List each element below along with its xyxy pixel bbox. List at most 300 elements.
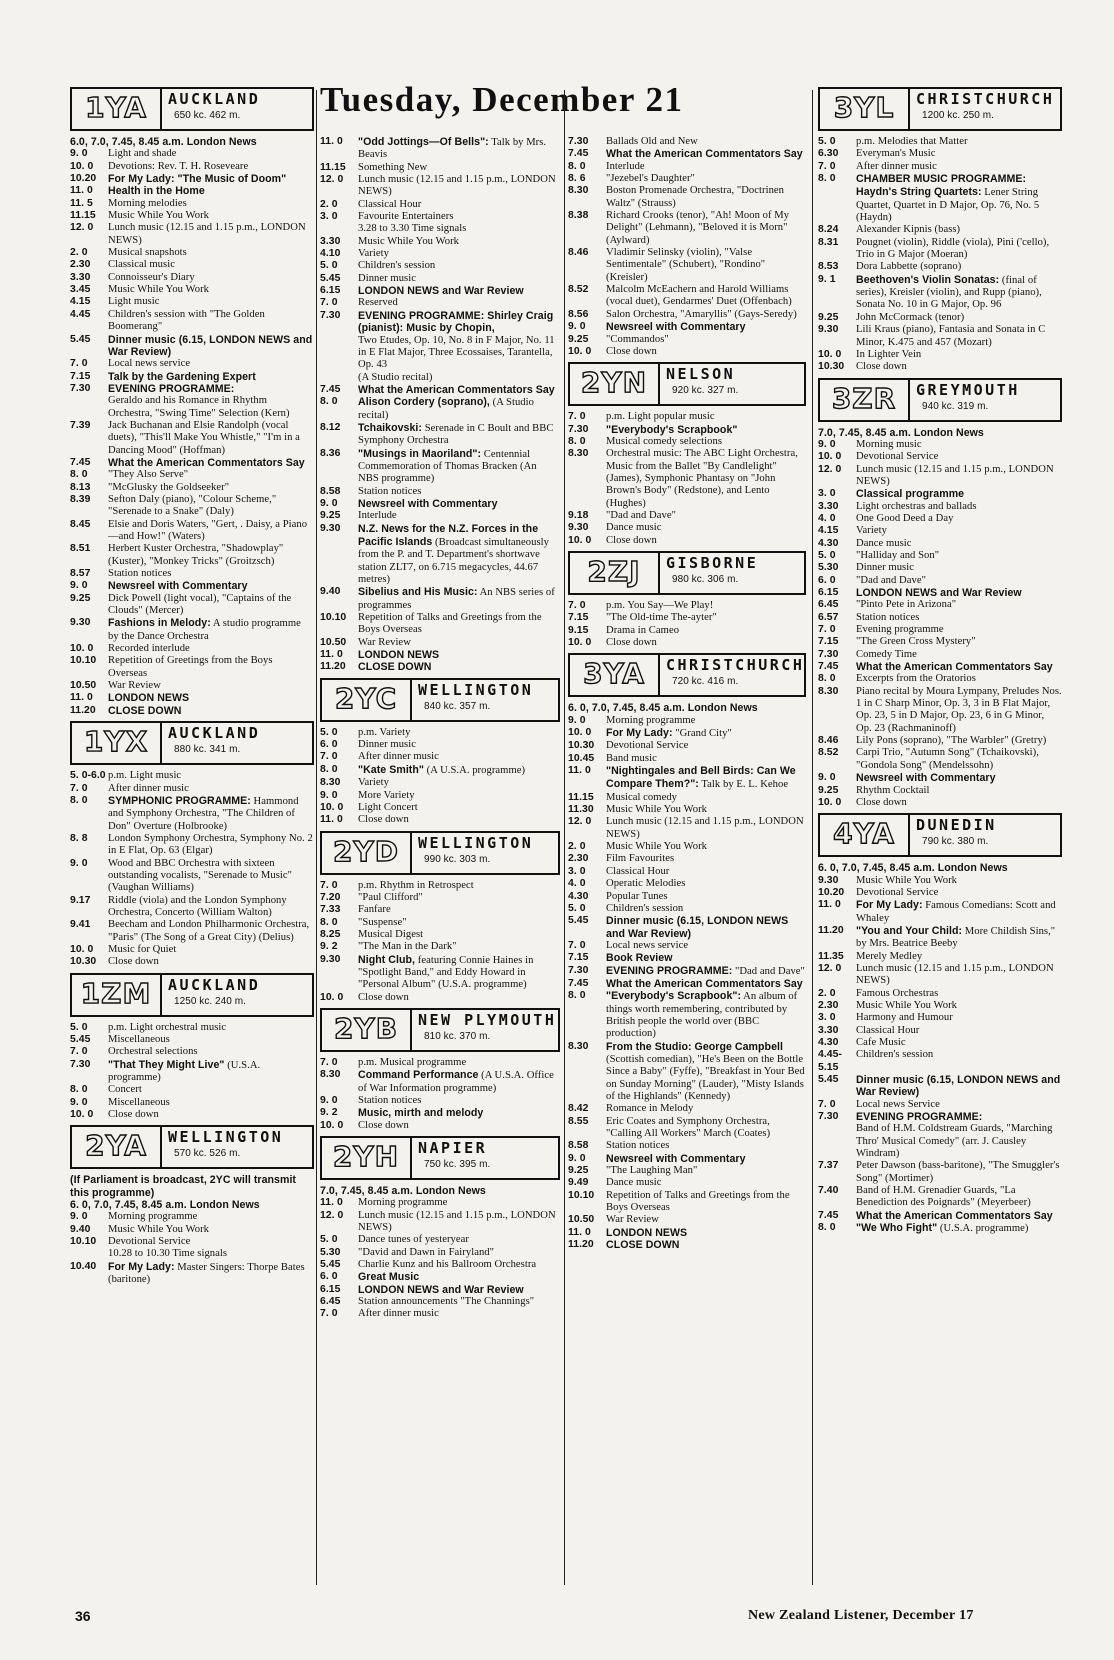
programme-text: Elsie and Doris Waters, "Gert, . Daisy, a Piano—and How!" (Waters) [108,518,308,542]
programme-time: 7.45 [818,661,839,673]
programme-text: Famous Orchestras [856,987,939,999]
programme-time: 6.45 [818,599,839,611]
programme-time: 10. 0 [568,637,592,648]
programme-text: Band of H.M. Coldstream Guards, "Marching Thro' Musical Comedy" (arr. J. Causley Windram) [856,1123,1053,1160]
programme-text: "They Also Serve" [108,469,189,481]
programme-time: 8. 0 [568,990,586,1002]
programme-text: Romance in Melody [606,1103,694,1115]
programme-item [320,727,560,739]
programme-text: Alison Cordery (soprano), (A Studio recital) [358,396,534,421]
programme-text: Music While You Work [358,235,459,247]
programme-highlight: CHAMBER MUSIC PROGRAMME: Haydn's String Quartets: [856,173,1027,199]
station-callsign: 1ZM [72,975,162,1015]
programme-text: Sibelius and His Music: An NBS series of programmes [358,586,555,611]
programme-highlight: Beethoven's Violin Sonatas: [856,273,1000,286]
programme-item [70,185,314,197]
programme-item [70,617,314,643]
programme-time: 9.49 [568,1177,589,1189]
programme-time: 9. 0 [568,714,586,726]
programme-item [818,1111,1062,1123]
programme-time: 7. 0 [568,411,586,423]
programme-text: "Pinto Pete in Arizona" [856,599,957,611]
programme-text: London Symphony Orchestra, Symphony No. 2 in E Flat, Op. 63 (Elgar) [108,832,313,857]
programme-text: Pougnet (violin), Riddle (viola), Pini ('cello), Trio in G Major (Moeran) [856,236,1050,261]
programme-time: 3.30 [320,235,341,247]
programme-time: 4.45-5.15 [818,1049,842,1073]
programme-text: Station announcements "The Channings" [358,1296,535,1308]
programme-time: 8.12 [320,421,341,433]
programme-text: Beethoven's Violin Sonatas: (final of series), Kreisler (violin), and Rupp (piano), Sonata No. 10 in G Major, Op. 96 [856,273,1042,311]
programme-text: "The Laughing Man" [606,1165,698,1177]
programme-item [818,173,1062,224]
programme-item [568,1177,806,1189]
programme-text: For My Lady: "Grand City" [606,727,732,740]
station-header [568,653,806,697]
programme-text: LONDON NEWS [108,692,190,705]
programme-time: 11.20 [818,924,844,936]
programme-time: 9.25 [568,1165,589,1177]
programme-item [818,1185,1062,1210]
programme-text: LONDON NEWS [606,1226,688,1239]
programme-item [320,661,560,673]
programme-text: Local news service [606,939,689,951]
programme-text: Musical snapshots [108,247,187,259]
programme-time: 10.40 [70,1260,97,1272]
programme-text: What the American Commentators Say [856,661,1053,674]
programme-text: Lunch music (12.15 and 1.15 p.m., LONDON NEWS) [358,1209,556,1234]
programme-time [70,1248,108,1260]
programme-item [568,284,806,309]
programme-time: 8.55 [568,1115,589,1127]
programme-item [320,136,560,162]
programme-note: 7.0, 7.45, 8.45 a.m. London News [320,1185,486,1198]
programme-item [70,1236,314,1248]
programme-text: Tchaikovski: Serenade in C Boult and BBC Symphony Orchestra [358,421,554,447]
programme-item [320,310,560,335]
programme-text: Newsreel with Commentary [606,321,746,334]
programme-note: (If Parliament is broadcast, 2YC will transmit this programme) [70,1174,297,1199]
programme-item [70,358,314,370]
station-frequency: 650 kc. 462 m. [174,110,241,121]
programme-text: Sefton Daly (piano), "Colour Scheme," "Serenade to a Snake" (Daly) [108,493,277,518]
programme-time: 9. 0 [818,772,836,784]
programme-item [70,198,314,210]
programme-time: 10. 0 [70,943,94,955]
programme-time: 8.58 [320,485,341,497]
programme-text: Newsreel with Commentary [358,497,498,510]
programme-item [320,992,560,1004]
programme-highlight: From the Studio: George Campbell [606,1040,783,1053]
programme-item [568,210,806,247]
programme-time: 9.30 [818,874,839,886]
programme-time: 9.40 [70,1223,91,1235]
programme-time: 3.30 [818,500,839,512]
programme-time: 5. 0 [320,260,338,272]
programme-time: 8.38 [568,210,589,222]
programme-time: 10. 0 [568,534,592,546]
programme-time: 9.25 [818,784,839,796]
station-name: GREYMOUTH [916,380,1020,399]
programme-item [320,384,560,396]
programme-time: 8.53 [818,261,839,273]
programme-time: 6.57 [818,611,839,623]
programme-item [70,1248,314,1260]
programme-time: 7.15 [818,636,839,648]
programme-time: 4.45 [70,308,91,320]
programme-item [320,764,560,777]
programme-item [818,224,1062,236]
programme-time: 11. 0 [320,814,343,826]
programme-text: 3.28 to 3.30 Time signals [358,223,467,235]
programme-time: 9. 2 [320,941,338,953]
programme-time: 8.13 [70,481,91,493]
programme-text: "The Green Cross Mystery" [856,636,976,648]
programme-text: "Commandos" [606,333,669,345]
programme-time: 8. 0 [320,396,338,408]
programme-time: 5.45 [568,915,589,927]
programme-text: Variety [856,525,887,537]
programme-text: Dance tunes of yesteryear [358,1234,469,1246]
programme-text: Close down [606,637,657,648]
programme-text: Comedy Time [856,648,917,660]
programme-text: Interlude [358,510,397,522]
programme-time: 11. 0 [568,765,591,777]
programme-item [568,600,806,612]
programme-item [568,1227,806,1239]
programme-text: Dora Labbette (soprano) [856,261,962,273]
programme-text: In Lighter Vein [856,348,922,360]
programme-time: 9. 0 [70,580,88,592]
programme-text: Music, mirth and melody [358,1107,484,1120]
programme-time: 8. 0 [70,469,88,481]
programme-time: 8. 0 [320,763,338,775]
programme-text: "The Man in the Dark" [358,941,457,953]
programme-item [818,673,1062,685]
programme-time: 7. 0 [320,1056,338,1068]
programme-item [568,727,806,740]
station-info [660,364,738,404]
programme-text: Fashions in Melody: A studio programme by the Dance Orchestra [108,617,301,642]
programme-item [818,1049,1062,1074]
programme-time: 3.30 [818,1024,839,1036]
programme-item [70,770,314,782]
programme-item [568,161,806,173]
programme-text: Dinner music (6.15, LONDON NEWS and War Review) [856,1074,1061,1099]
programme-time: 11.20 [568,1239,594,1251]
programme-text: "David and Dawn in Fairyland" [358,1246,495,1258]
programme-time: 7.40 [818,1185,839,1197]
programme-time: 2. 0 [70,247,88,259]
programme-time: 11.20 [320,661,346,673]
station-name: CHRISTCHURCH [666,656,805,675]
programme-time: 11. 0 [568,1226,591,1238]
programme-time: 7. 0 [320,751,338,763]
programme-text: Harmony and Humour [856,1012,953,1024]
programme-text: Boston Promenade Orchestra, "Doctrinen Waltz" (Strauss) [606,185,785,209]
programme-time: 9. 0 [70,857,88,869]
programme-text: Newsreel with Commentary [606,1152,746,1165]
programme-highlight: "Everybody's Scrapbook": [606,990,742,1003]
programme-time: 7.30 [818,1111,839,1123]
programme-text: Dinner music [358,739,416,751]
programme-text: Band of H.M. Grenadier Guards, "La Benediction des Poignards" (Meyerbeer) [856,1185,1031,1209]
programme-item [70,655,314,680]
programme-text: Light Concert [358,801,418,813]
column-rule [564,90,565,1585]
programme-highlight: Alison Cordery (soprano), [358,396,490,409]
station-header [70,721,314,765]
programme-text: Popular Tunes [606,890,668,902]
station-info [412,680,533,720]
programme-text: N.Z. News for the N.Z. Forces in the Pacific Islands (Broadcast simultaneously from the P. and T. Department's shortwave station ZLT7, on 6.715 megacycles, 44.67 metres) [358,522,549,586]
programme-item [568,1153,806,1165]
programme-item [818,649,1062,661]
programme-item [818,148,1062,160]
station-info [412,1138,490,1178]
programme-time: 9. 0 [568,321,586,333]
station-info [660,553,758,593]
programme-time: 9. 0 [568,1152,586,1164]
station-name: DUNEDIN [916,816,997,835]
programme-item [568,891,806,903]
programme-text: SYMPHONIC PROGRAMME: Hammond and Symphony Orchestra, "The Children of Don" Overture (Holbrooke) [108,794,299,832]
programme-text: Band music [606,752,657,764]
programme-text: LONDON NEWS and War Review [856,587,1022,599]
programme-item [568,637,806,649]
programme-time: 11.15 [568,791,594,803]
programme-text: One Good Deed a Day [856,512,954,524]
programme-time: 7.30 [320,309,341,321]
programme-item [568,612,806,624]
programme-text: "Jezebel's Daughter" [606,173,695,185]
programme-time: 9. 0 [70,1211,88,1223]
programme-time: 9. 0 [320,1095,338,1106]
programme-text: Beecham and London Philharmonic Orchestra, "Paris" (The Song of a Great City) (Delius) [108,919,310,943]
programme-time: 9.25 [320,510,341,522]
programme-text: Miscellaneous [108,1034,170,1045]
column-2 [320,136,560,1321]
programme-item [320,260,560,272]
programme-item [568,990,806,1040]
programme-text: CLOSE DOWN [358,661,432,674]
programme-note: 7.0, 7.45, 8.45 a.m. London News [818,426,984,439]
programme-time: 7.33 [320,904,341,916]
programme-time: 10.20 [818,886,845,898]
programme-time: 8.39 [70,493,91,505]
programme-highlight: "Musings in Maoriland": [358,447,482,460]
programme-time: 7. 0 [818,1098,836,1110]
programme-time: 11. 0 [320,1197,343,1209]
programme-item [818,772,1062,784]
programme-text: War Review [108,680,161,692]
programme-time: 5. 0-6.0 [70,770,106,782]
column-3 [568,136,806,1251]
programme-text: For My Lady: "The Music of Doom" [108,173,287,186]
programme-text: What the American Commentators Say [606,148,803,161]
station-frequency: 840 kc. 357 m. [424,700,491,712]
station-frequency: 980 kc. 306 m. [672,573,739,585]
programme-item [818,951,1062,963]
programme-item [70,371,314,383]
programme-text: "Dad and Dave" [606,509,676,521]
programme-item [320,777,560,789]
programme-time: 4.30 [818,1037,839,1048]
programme-item [818,562,1062,574]
programme-text: Morning programme [606,714,696,726]
station-callsign: 4YA [820,815,910,855]
programme-time: 7.45 [70,456,91,468]
programme-text: Devotions: Rev. T. H. Roseveare [108,160,249,172]
station-header [568,362,806,406]
programme-item [568,321,806,333]
programme-highlight: Fashions in Melody: [108,617,211,630]
programme-text: After dinner music [856,160,937,172]
programme-text: Health in the Home [108,185,205,198]
programme-time: 8. 0 [70,1084,88,1096]
programme-note: 6. 0, 7.0, 7.45, 8.45 a.m. London News [568,702,758,715]
programme-text: After dinner music [358,751,439,763]
programme-text: Close down [358,814,409,826]
programme-item [818,550,1062,562]
programme-time: 5. 0 [818,549,836,561]
programme-item [320,1095,560,1107]
station-name: NELSON [666,365,736,384]
programme-item [320,1296,560,1308]
programme-time: 7.30 [818,648,839,660]
programme-text: Eric Coates and Symphony Orchestra, "Calling All Workers" March (Coates) [606,1115,771,1140]
programme-text: Recorded interlude [108,643,190,655]
programme-text: "McGlusky the Goldseeker" [108,481,230,493]
programme-text: "Dad and Dave" [856,574,926,586]
programme-time: 8. 0 [818,173,836,185]
programme-text: Station notices [108,568,172,580]
station-name: CHRISTCHURCH [916,90,1055,108]
programme-item [70,643,314,655]
programme-text: Close down [606,534,657,546]
station-callsign: 2YN [570,364,660,404]
programme-time: 9.25 [818,311,839,323]
programme-text: 10.28 to 10.30 Time signals [108,1248,228,1260]
programme-text: After dinner music [358,1308,439,1320]
programme-highlight: Sibelius and His Music: [358,586,478,599]
station-name: AUCKLAND [168,724,261,743]
station-callsign: 2YC [322,680,412,720]
programme-time: 8. 6 [568,173,586,185]
programme-note: 6. 0, 7.0, 7.45, 8.45 a.m. London News [818,862,1008,875]
programme-item [70,956,314,968]
programme-time: 7.45 [320,383,341,395]
programme-text: "Musings in Maoriland": Centennial Commemoration of Thomas Bracken (An NBS programme) [358,447,537,485]
programme-time: 6. 0 [818,574,836,586]
programme-item [320,649,560,661]
programme-time: 11. 0 [320,649,343,661]
programme-highlight: "We Who Fight" [856,1222,938,1235]
programme-text: Close down [606,345,657,357]
programme-item [818,988,1062,1000]
programme-item [568,522,806,534]
programme-time: 5.45 [818,1074,839,1086]
programme-time: 6.45 [320,1296,341,1308]
programme-text: Musical comedy selections [606,435,722,447]
station-callsign: 1YA [72,89,162,129]
station-callsign: 3ZR [820,380,910,420]
programme-time: 4.15 [818,525,839,537]
programme-note: 6. 0, 7.0, 7.45, 8.45 a.m. London News [70,1199,260,1212]
programme-item [818,1123,1062,1160]
programme-time: 4.30 [568,890,589,902]
programme-text: EVENING PROGRAMME: Shirley Craig (pianist): Music by Chopin, [358,309,554,335]
programme-item [818,636,1062,648]
programme-text: Ballads Old and New [606,136,698,147]
programme-text: Classical Hour [358,198,422,210]
programme-time: 5.45 [70,1034,91,1045]
programme-text: Orchestral music: The ABC Light Orchestra, Music from the Ballet "By Candlelight" (James), Symphonic Phantasy on "John Brown's Body" (Redstone), and Lento (Hughes) [606,448,798,509]
programme-time: 7.20 [320,891,341,903]
programme-text: War Review [358,636,411,648]
programme-text: Variety [358,248,389,260]
programme-time: 9.30 [818,324,839,336]
programme-time: 7.30 [568,136,589,147]
programme-text: Devotional Service [856,886,939,898]
programme-text: Station notices [358,485,422,497]
station-frequency: 880 kc. 341 m. [174,744,241,756]
programme-time: 12. 0 [818,463,842,475]
programme-time: 8.36 [320,447,341,459]
programme-item [568,804,806,816]
programme-time [818,1123,856,1160]
programme-item [818,525,1062,537]
programme-time: 4.10 [320,248,341,260]
programme-time: 8.30 [320,777,341,789]
station-info [162,723,260,763]
programme-item [70,259,314,271]
programme-item [818,1210,1062,1222]
programme-text: p.m. Rhythm in Retrospect [358,879,474,891]
programme-item [320,174,560,199]
programme-time: 11.20 [70,704,96,716]
programme-text: Morning programme [108,1211,198,1223]
programme-item [568,1214,806,1226]
programme-highlight: For My Lady: [606,727,673,740]
station-info [910,815,997,855]
programme-text: Operatic Melodies [606,878,686,890]
programme-time: 8.30 [568,448,589,460]
programme-item [320,297,560,309]
programme-time: 11. 0 [70,185,93,197]
programme-item [70,519,314,544]
station-info [412,1010,556,1050]
station-callsign: 2ZJ [570,553,660,593]
programme-text: Lunch music (12.15 and 1.15 p.m., LONDON NEWS) [856,962,1054,987]
column-rule [316,90,317,1585]
programme-time: 8.56 [568,308,589,320]
programme-item [568,915,806,940]
programme-item [320,422,560,448]
programme-item [568,185,806,210]
programme-time: 10.50 [70,680,97,692]
programme-text: Salon Orchestra, "Amaryllis" (Gays-Seredy) [606,308,797,320]
programme-time: 7.15 [568,952,589,964]
programme-text: Vladimir Selinsky (violin), "Valse Sentimentale" (Schubert), "Rondino" (Kreisler) [606,247,766,283]
programme-item [320,941,560,953]
programme-time: 6. 0 [320,739,338,751]
programme-time: 2.30 [818,999,839,1011]
programme-item [818,1025,1062,1037]
station-frequency: 750 kc. 395 m. [424,1159,491,1171]
programme-time: 11.15 [320,161,346,173]
programme-item [320,236,560,248]
programme-time: 11. 0 [320,136,343,147]
